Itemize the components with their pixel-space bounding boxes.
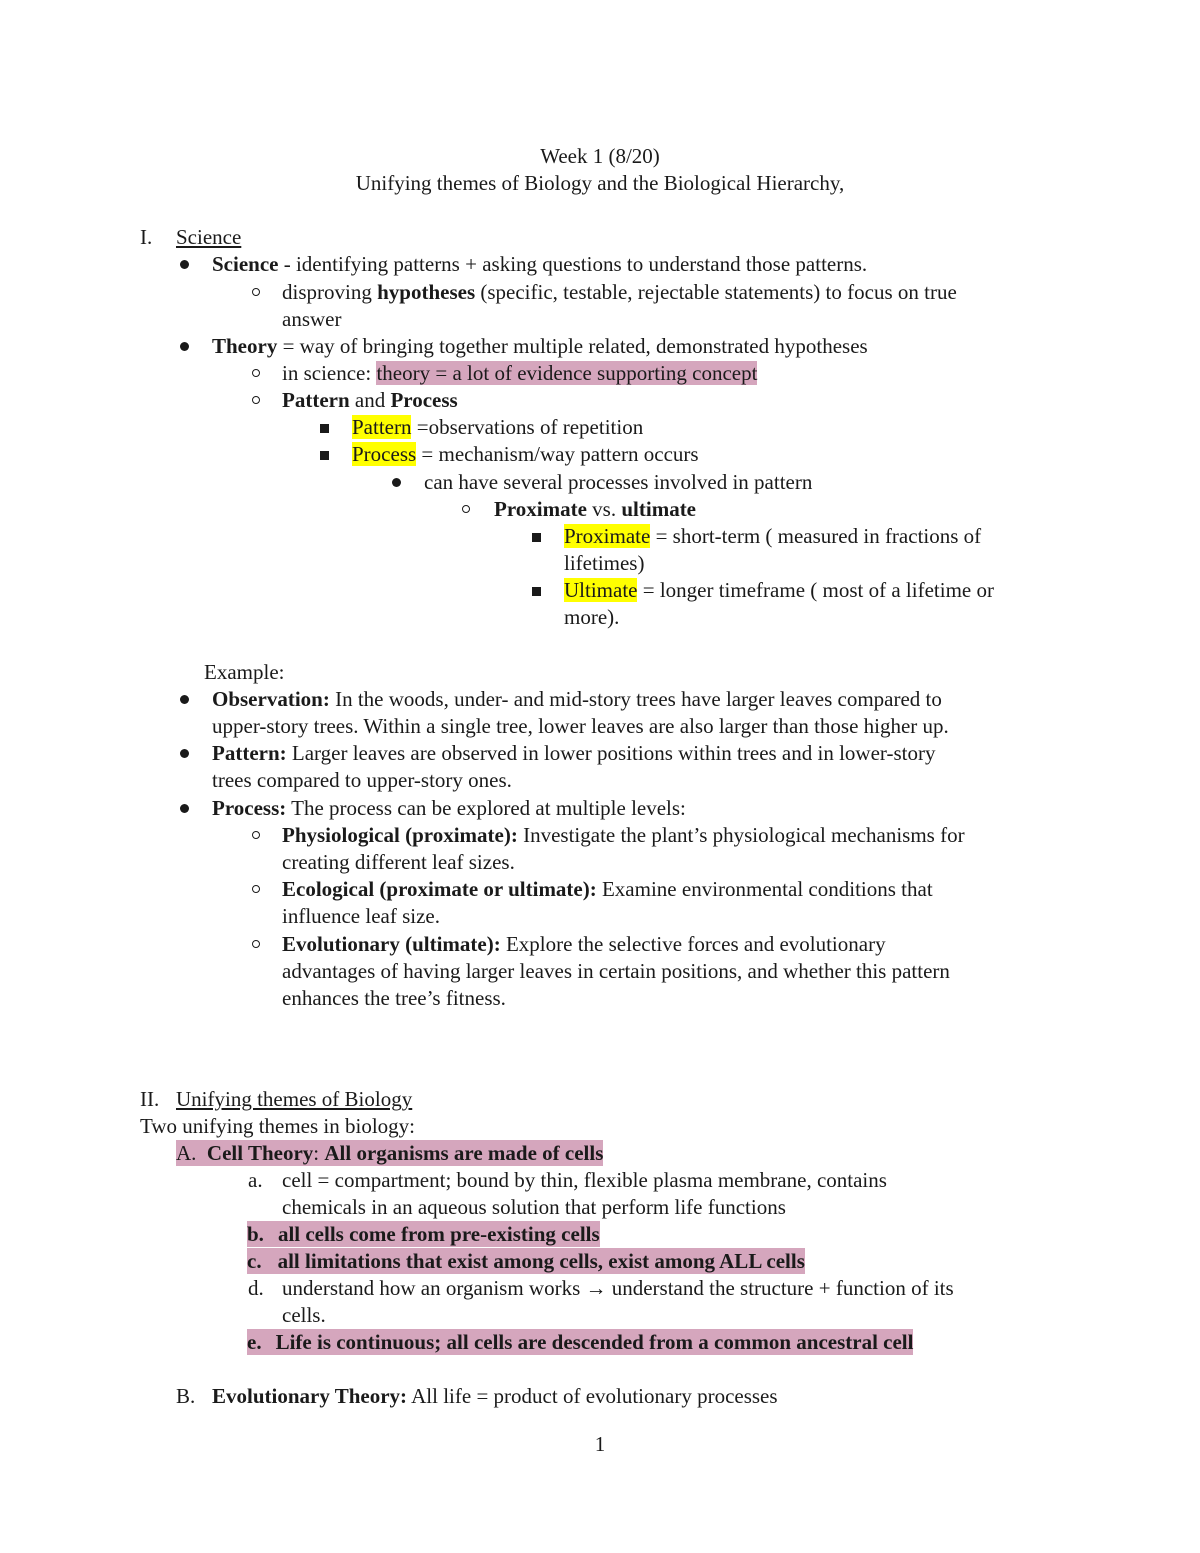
section-2-heading xyxy=(176,1086,412,1112)
ecological-line-2: influence leaf size. xyxy=(282,904,440,928)
proximate-definition-2: lifetimes) xyxy=(564,551,645,575)
bullet-dot xyxy=(180,804,189,813)
physiological-text: Investigate the plant’s physiological mechanisms for xyxy=(517,823,965,847)
bullet-square xyxy=(320,424,329,433)
list-marker-a1: a. xyxy=(248,1168,263,1192)
bullet-circle xyxy=(252,288,260,296)
pattern-process-heading xyxy=(282,387,458,413)
bullet-dot xyxy=(180,342,189,351)
example-label: Example: xyxy=(204,660,285,684)
pre-existing-cells-text: all cells come from pre-existing cells xyxy=(277,1222,600,1246)
disproving-line xyxy=(282,279,957,305)
ultimate-definition-2: more). xyxy=(564,605,620,629)
ultimate-definition xyxy=(564,577,994,603)
process-definition xyxy=(352,441,699,467)
bullet-circle xyxy=(252,940,260,948)
bullet-dot xyxy=(180,749,189,758)
bullet-circle xyxy=(252,396,260,404)
organism-structure-line-2: cells. xyxy=(282,1303,326,1327)
proximate-vs-ultimate xyxy=(494,496,696,522)
pattern-def: =observations of repetition xyxy=(411,415,644,439)
cell-definition-2: chemicals in an aqueous solution that perform life functions xyxy=(282,1195,786,1219)
process-example-term: Process: xyxy=(212,796,287,820)
pre-existing-cells-line xyxy=(247,1221,600,1247)
ultimate-highlight: Ultimate xyxy=(564,578,638,602)
cell-theory-term: Cell Theory xyxy=(206,1141,314,1165)
evolutionary-line-2: advantages of having larger leaves in certain positions, and whether this pattern xyxy=(282,959,950,983)
pattern-example-line xyxy=(212,740,935,766)
in-science-highlight: theory = a lot of evidence supporting concept xyxy=(376,361,758,385)
list-marker-b1: b. xyxy=(247,1222,264,1246)
and-word: and xyxy=(349,388,391,412)
disproving-text-b: (specific, testable, rejectable statements) to focus on true xyxy=(475,280,957,304)
process-example-line xyxy=(212,795,686,821)
hypotheses-term: hypotheses xyxy=(377,280,476,304)
list-marker-e1: e. xyxy=(247,1330,262,1354)
bullet-square xyxy=(320,451,329,460)
in-science-line xyxy=(282,360,757,386)
bullet-circle xyxy=(252,369,260,377)
ecological-text: Examine environmental conditions that xyxy=(596,877,933,901)
observation-term: Observation: xyxy=(212,687,330,711)
ultimate-term: ultimate xyxy=(621,497,697,521)
bullet-circle xyxy=(462,505,470,513)
organism-structure-line: understand how an organism works → understand the structure + function of its xyxy=(282,1276,954,1300)
week-heading xyxy=(0,143,1200,169)
page-title xyxy=(0,170,1200,196)
evolutionary-theory-text: All life = product of evolutionary processes xyxy=(407,1384,778,1408)
proximate-definition xyxy=(564,523,981,549)
cell-definition: cell = compartment; bound by thin, flexible plasma membrane, contains xyxy=(282,1168,887,1192)
evolutionary-text: Explore the selective forces and evolutionary xyxy=(500,932,886,956)
bullet-square xyxy=(532,587,541,596)
proximate-term: Proximate xyxy=(494,497,587,521)
vs-word: vs. xyxy=(586,497,622,521)
bullet-dot xyxy=(180,260,189,269)
in-science-text: in science: xyxy=(282,361,377,385)
limitations-text: all limitations that exist among cells, exist among ALL cells xyxy=(277,1249,805,1273)
process-def: = mechanism/way pattern occurs xyxy=(416,442,699,466)
bullet-circle xyxy=(252,885,260,893)
bullet-dot xyxy=(180,695,189,704)
ecological-line xyxy=(282,876,933,902)
process-example-text: The process can be explored at multiple levels: xyxy=(286,796,686,820)
science-def: - identifying patterns + asking questions to understand those patterns. xyxy=(278,252,868,276)
section-2-numeral: II. xyxy=(140,1087,160,1111)
week-heading-text: Week 1 (8/20) xyxy=(540,144,660,168)
cell-theory-colon: : xyxy=(313,1141,325,1165)
disproving-line-2: answer xyxy=(282,307,342,331)
section-1-numeral: I. xyxy=(140,225,153,249)
section-2-heading-text: Unifying themes of Biology xyxy=(176,1087,413,1111)
proximate-def: = short-term ( measured in fractions of xyxy=(650,524,982,548)
science-term: Science xyxy=(212,252,279,276)
bullet-square xyxy=(532,533,541,542)
cell-theory-heading xyxy=(176,1140,603,1166)
evolutionary-line-3: enhances the tree’s fitness. xyxy=(282,986,506,1010)
pattern-highlight: Pattern xyxy=(352,415,412,439)
list-marker-c1: c. xyxy=(247,1249,262,1273)
ultimate-def: = longer timeframe ( most of a lifetime or xyxy=(637,578,994,602)
list-marker-b: B. xyxy=(176,1384,196,1408)
page-number-text: 1 xyxy=(594,1432,606,1456)
proximate-highlight: Proximate xyxy=(564,524,651,548)
bullet-circle xyxy=(252,831,260,839)
physiological-term: Physiological (proximate): xyxy=(282,823,518,847)
pattern-example-line-2: trees compared to upper-story ones. xyxy=(212,768,512,792)
physiological-line-2: creating different leaf sizes. xyxy=(282,850,515,874)
life-continuous-line xyxy=(247,1329,913,1355)
section-1-heading-text: Science xyxy=(176,225,242,249)
evolutionary-theory-term: Evolutionary Theory: xyxy=(212,1384,408,1408)
list-marker-d1: d. xyxy=(248,1276,264,1300)
list-marker-a: A. xyxy=(176,1141,197,1165)
theory-definition xyxy=(212,333,868,359)
section-2-intro: Two unifying themes in biology: xyxy=(140,1114,416,1138)
observation-line-2: upper-story trees. Within a single tree, lower leaves are also larger than those higher up. xyxy=(212,714,949,738)
section-1-heading xyxy=(176,224,241,250)
physiological-line xyxy=(282,822,965,848)
evolutionary-term: Evolutionary (ultimate): xyxy=(282,932,501,956)
bullet-dot xyxy=(392,478,401,487)
process-term: Process xyxy=(390,388,458,412)
pattern-definition xyxy=(352,414,643,440)
pattern-term: Pattern xyxy=(282,388,350,412)
observation-text: In the woods, under- and mid-story trees have larger leaves compared to xyxy=(329,687,942,711)
ecological-term: Ecological (proximate or ultimate): xyxy=(282,877,597,901)
theory-term: Theory xyxy=(212,334,278,358)
pattern-example-term: Pattern: xyxy=(212,741,287,765)
disproving-text-a: disproving xyxy=(282,280,378,304)
science-definition xyxy=(212,251,867,277)
limitations-line xyxy=(247,1248,805,1274)
observation-line xyxy=(212,686,942,712)
evolutionary-theory-line xyxy=(212,1383,778,1409)
page-title-text: Unifying themes of Biology and the Biological Hierarchy, xyxy=(355,171,845,195)
theory-def: = way of bringing together multiple related, demonstrated hypotheses xyxy=(277,334,868,358)
life-continuous-text: Life is continuous; all cells are descended from a common ancestral cell xyxy=(275,1330,914,1354)
process-highlight: Process xyxy=(352,442,417,466)
page-number xyxy=(0,1431,1200,1457)
cell-theory-text: All organisms are made of cells xyxy=(324,1141,604,1165)
pattern-example-text: Larger leaves are observed in lower positions within trees and in lower-story xyxy=(286,741,936,765)
evolutionary-line xyxy=(282,931,886,957)
several-processes: can have several processes involved in pattern xyxy=(424,470,813,494)
